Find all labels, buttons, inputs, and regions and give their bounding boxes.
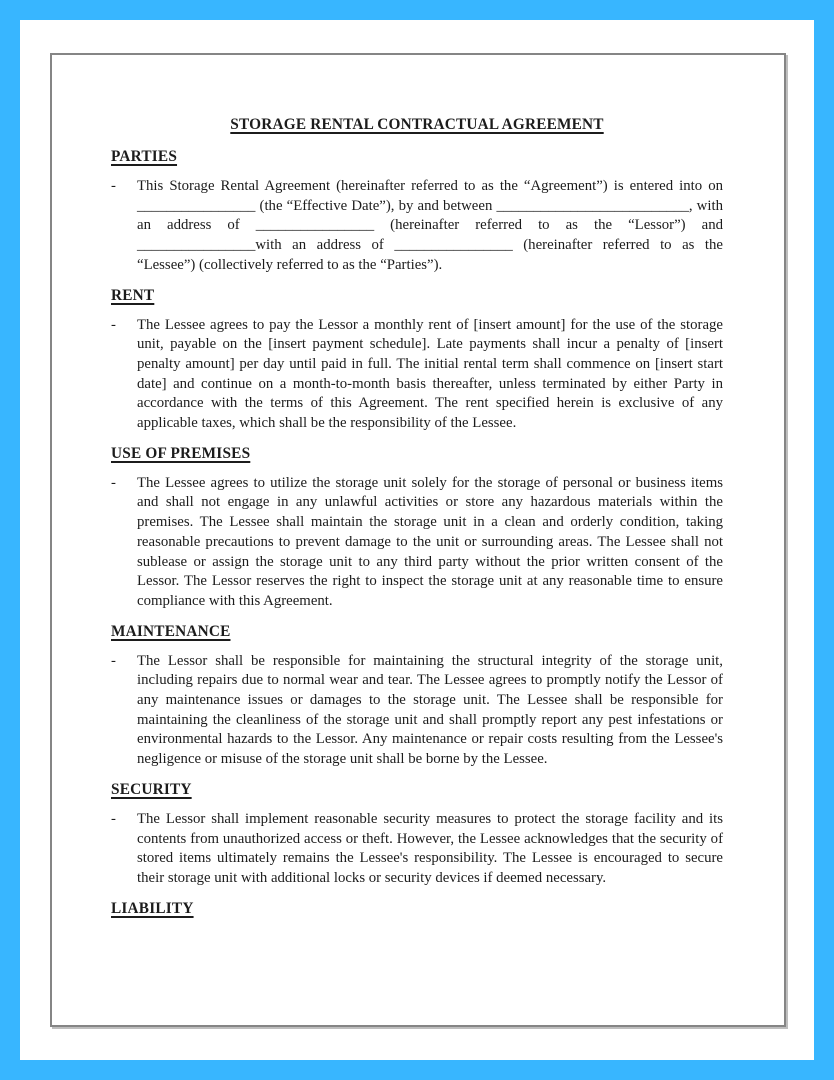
paragraph-maintenance: The Lessor shall be responsible for maintaining the structural integrity of the storage unit, including repairs due to normal wear and tear. The Lessee agrees to promptly notify the Lessor of any maintenance issues or damages to the storage unit. The Lessee shall be responsible for maintaining the cleanliness of the storage unit and shall promptly report any pest infestations or environmental hazards to the Lessor. Any maintenance or repair costs resulting from the Lessee's negligence or misuse of the storage unit shall be borne by the Lessee. xyxy=(137,652,723,768)
list-item xyxy=(111,177,723,276)
section-maintenance xyxy=(111,622,723,770)
bullet-dash-marker: - xyxy=(111,316,116,333)
section-liability xyxy=(111,899,723,919)
section-security xyxy=(111,780,723,889)
section-parties xyxy=(111,147,723,276)
page xyxy=(50,53,786,1027)
section-heading-parties: PARTIES xyxy=(111,148,178,165)
paragraph-rent: The Lessee agrees to pay the Lessor a monthly rent of [insert amount] for the use of the storage unit, payable on the [insert payment schedule]. Late payments shall incur a penalty of [insert penalty amount] per day until paid in full. The initial rental term shall commence on [insert start date] and continue on a month-to-month basis thereafter, unless terminated by either Party in accordance with the terms of this Agreement. The rent specified herein is exclusive of any applicable taxes, which shall be the responsibility of the Lessee. xyxy=(137,316,723,432)
bullet-dash-marker: - xyxy=(111,652,116,669)
section-heading-liability: LIABILITY xyxy=(111,899,194,917)
section-heading-use-of-premises: USE OF PREMISES xyxy=(111,444,251,462)
paragraph-parties: This Storage Rental Agreement (hereinafter referred to as the “Agreement”) is entered into on ________________ (the “Effective Date”), by and between __________________________, with an address of ________________ (hereinafter referred to as the “Lessor”) and ________________with an address of ________________ (hereinafter referred to as the “Lessee”) (collectively referred to as the “Parties”). xyxy=(137,178,723,273)
list-item xyxy=(111,810,723,889)
section-use-of-premises xyxy=(111,444,723,612)
paragraph-use-of-premises: The Lessee agrees to utilize the storage unit solely for the storage of personal or business items and shall not engage in any unlawful activities or store any hazardous materials within the premises. The Lessee shall maintain the storage unit in a clean and orderly condition, taking reasonable precautions to prevent damage to the unit or surrounding areas. The Lessee shall not sublease or assign the storage unit to any third party without the prior written consent of the Lessor. The Lessor reserves the right to inspect the storage unit at any reasonable time to ensure compliance with this Agreement. xyxy=(137,474,723,609)
list-item xyxy=(111,474,723,612)
list-item xyxy=(111,316,723,434)
document-title: STORAGE RENTAL CONTRACTUAL AGREEMENT xyxy=(230,116,604,133)
section-heading-security: SECURITY xyxy=(111,780,192,798)
bullet-dash-marker: - xyxy=(111,178,116,194)
list-item xyxy=(111,652,723,770)
section-rent xyxy=(111,286,723,434)
bullet-dash-marker: - xyxy=(111,474,116,491)
section-heading-rent: RENT xyxy=(111,286,155,304)
bullet-dash-marker: - xyxy=(111,810,116,827)
paragraph-security: The Lessor shall implement reasonable security measures to protect the storage facility and its contents from unauthorized access or theft. However, the Lessee acknowledges that the security of stored items ultimately remains the Lessee's responsibility. The Lessee is encouraged to secure their storage unit with additional locks or security devices if deemed necessary. xyxy=(137,810,723,886)
section-heading-maintenance: MAINTENANCE xyxy=(111,622,231,640)
